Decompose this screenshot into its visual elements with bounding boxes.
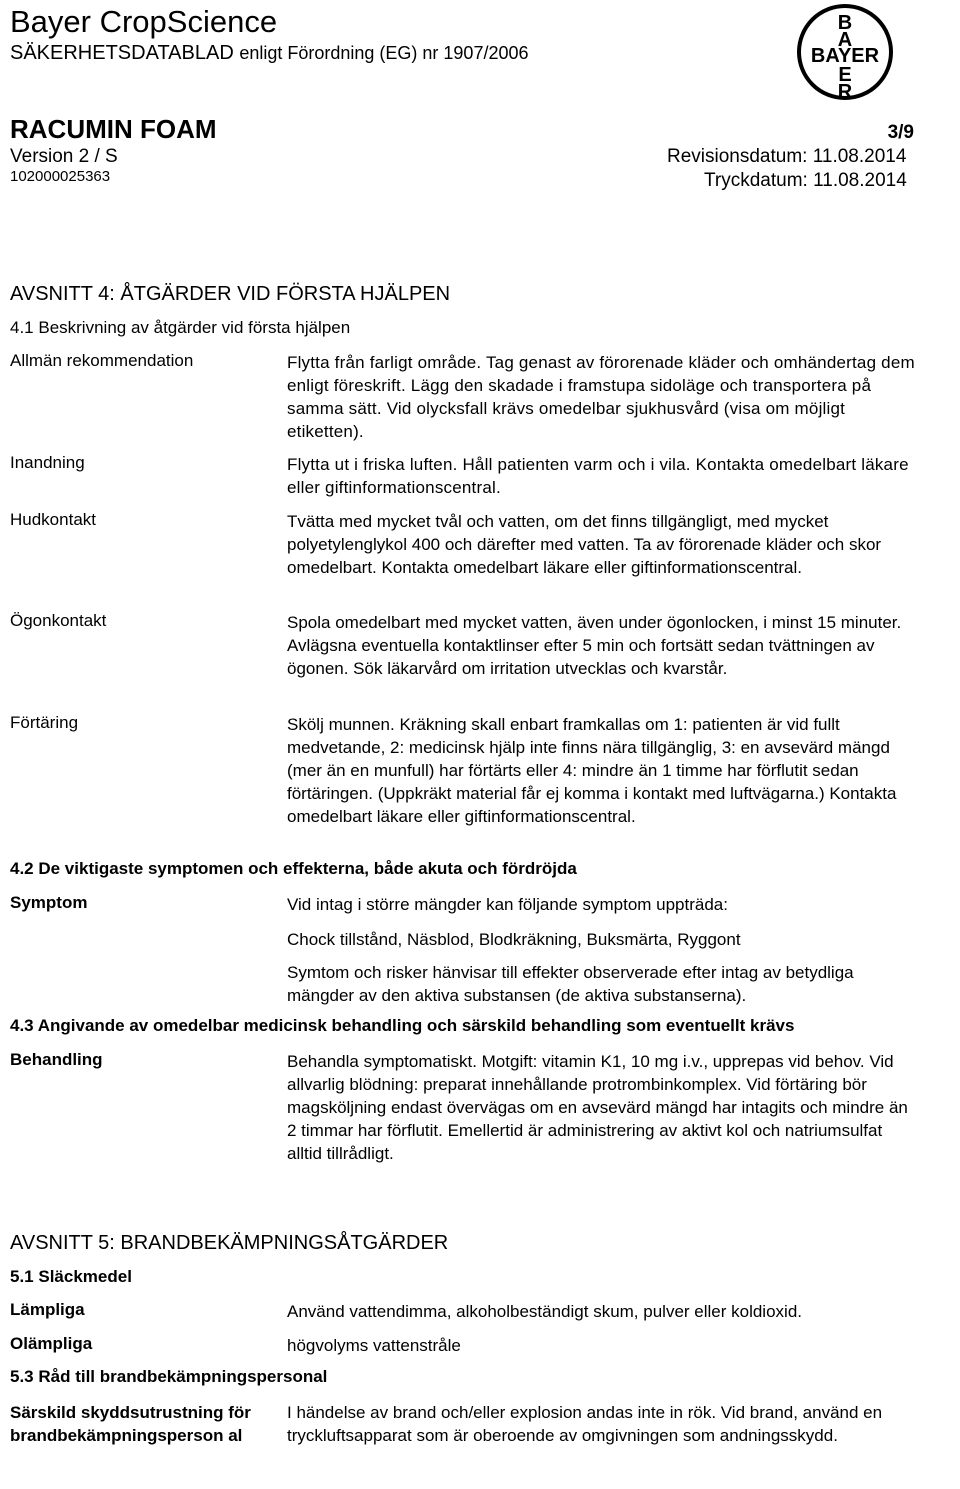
section-4-2-heading: 4.2 De viktigaste symptomen och effekterna, både akuta och fördröjda: [10, 859, 577, 878]
document-type-label: SÄKERHETSDATABLAD: [10, 42, 234, 64]
page-number: 3/9: [887, 122, 914, 143]
eye-contact-label: Ögonkontakt: [10, 611, 107, 630]
ingestion-text: Skölj munnen. Kräkning skall enbart framkallas om 1: patienten är vid fullt medvetande, 2: medicinsk hjälp inte finns nära tillgänglig, 3: en avsevärd mängd (mer än en munfull) har förtärts eller 4: mindre än 1 timme har förflutit sedan förtäringen. (Uppkräkt material får ej komma i kontakt med luftvägarna.) Kontakta omedelbart läkare eller giftinformationscentral.: [287, 715, 897, 826]
general-advice-text: Flytta från farligt område. Tag genast av förorenade kläder och omhändertag dem enligt föreskrift. Lägg den skadade i framstupa sidoläge och transportera på samma sätt. Vid olycksfall krävs omedelbar sjukhusvård (visa om möjligt etiketten).: [287, 353, 915, 441]
section-5-title: AVSNITT 5: BRANDBEKÄMPNINGSÅTGÄRDER: [10, 1232, 449, 1254]
print-date: Tryckdatum: 11.08.2014: [704, 170, 907, 191]
section-4-1-heading: 4.1 Beskrivning av åtgärder vid första hjälpen: [10, 318, 351, 337]
unsuitable-media-label: Olämpliga: [10, 1334, 93, 1353]
svg-text:E: E: [838, 64, 852, 86]
symptom-line-2: Chock tillstånd, Näsblod, Blodkräkning, Buksmärta, Ryggont: [287, 930, 741, 949]
version-label: Version 2 / S: [10, 146, 118, 167]
protective-equipment-label: Särskild skyddsutrustning för brandbekämpningsperson al: [10, 1403, 251, 1445]
inhalation-label: Inandning: [10, 453, 85, 472]
document-number: 102000025363: [10, 168, 111, 185]
suitable-media-text: Använd vattendimma, alkoholbeständigt skum, pulver eller koldioxid.: [287, 1302, 802, 1321]
bayer-cross-logo: [795, 2, 895, 102]
svg-text:A: A: [837, 29, 853, 51]
treatment-label: Behandling: [10, 1050, 103, 1069]
eye-contact-text: Spola omedelbart med mycket vatten, även under ögonlocken, i minst 15 minuter. Avlägsna eventuella kontaktlinser efter 5 min och fortsätt sedan tvättningen av ögonen. Sök läkarvård om irritation utvecklas och kvarstår.: [287, 613, 902, 678]
product-name: RACUMIN FOAM: [10, 114, 217, 144]
svg-text:BAYER: BAYER: [810, 45, 880, 67]
section-4-3-heading: 4.3 Angivande av omedelbar medicinsk behandling och särskild behandling som eventuellt krävs: [10, 1016, 795, 1035]
suitable-media-label: Lämpliga: [10, 1300, 85, 1319]
ingestion-label: Förtäring: [10, 713, 79, 732]
skin-contact-text: Tvätta med mycket tvål och vatten, om det finns tillgängligt, med mycket polyetylenglykol 400 och därefter med vatten. Ta av förorenade kläder och skor omedelbart. Kontakta omedelbart läkare eller giftinformationscentral.: [287, 512, 882, 577]
svg-text:R: R: [837, 81, 853, 102]
section-5-1-heading: 5.1 Släckmedel: [10, 1267, 132, 1286]
company-name: Bayer CropScience: [10, 4, 278, 39]
treatment-text: Behandla symptomatiskt. Motgift: vitamin K1, 10 mg i.v., upprepas vid behov. Vid allvarlig blödning: preparat innehållande protrombinkomplex. Vid förtäring bör magsköljning endast övervägas om en avsevärd mängd har intagits och mindre än 2 timmar har förflutit. Emellertid är administrering av aktivt kol och natriumsulfat alltid tillrådligt.: [287, 1052, 908, 1163]
section-5-3-heading: 5.3 Råd till brandbekämpningspersonal: [10, 1367, 328, 1386]
regulation-reference: enligt Förordning (EG) nr 1907/2006: [239, 43, 529, 63]
revision-date: Revisionsdatum: 11.08.2014: [667, 146, 907, 167]
unsuitable-media-text: högvolyms vattenstråle: [287, 1336, 461, 1355]
section-4-title: AVSNITT 4: ÅTGÄRDER VID FÖRSTA HJÄLPEN: [10, 283, 451, 305]
symptom-line-1: Vid intag i större mängder kan följande symptom uppträda:: [287, 895, 728, 914]
general-advice-label: Allmän rekommendation: [10, 351, 194, 370]
protective-equipment-text: I händelse av brand och/eller explosion andas inte in rök. Vid brand, använd en tryckluftsapparat som är oberoende av omgivningen som andningsskydd.: [287, 1403, 883, 1445]
svg-text:B: B: [837, 12, 853, 34]
inhalation-text: Flytta ut i friska luften. Håll patienten varm och i vila. Kontakta omedelbart läkare eller giftinformationscentral.: [287, 455, 909, 497]
document-type: [10, 42, 529, 65]
symptom-line-3: Symtom och risker hänvisar till effekter observerade efter intag av betydliga mängder av den aktiva substansen (de aktiva substanserna).: [287, 963, 854, 1005]
skin-contact-label: Hudkontakt: [10, 510, 96, 529]
symptom-label: Symptom: [10, 893, 88, 912]
